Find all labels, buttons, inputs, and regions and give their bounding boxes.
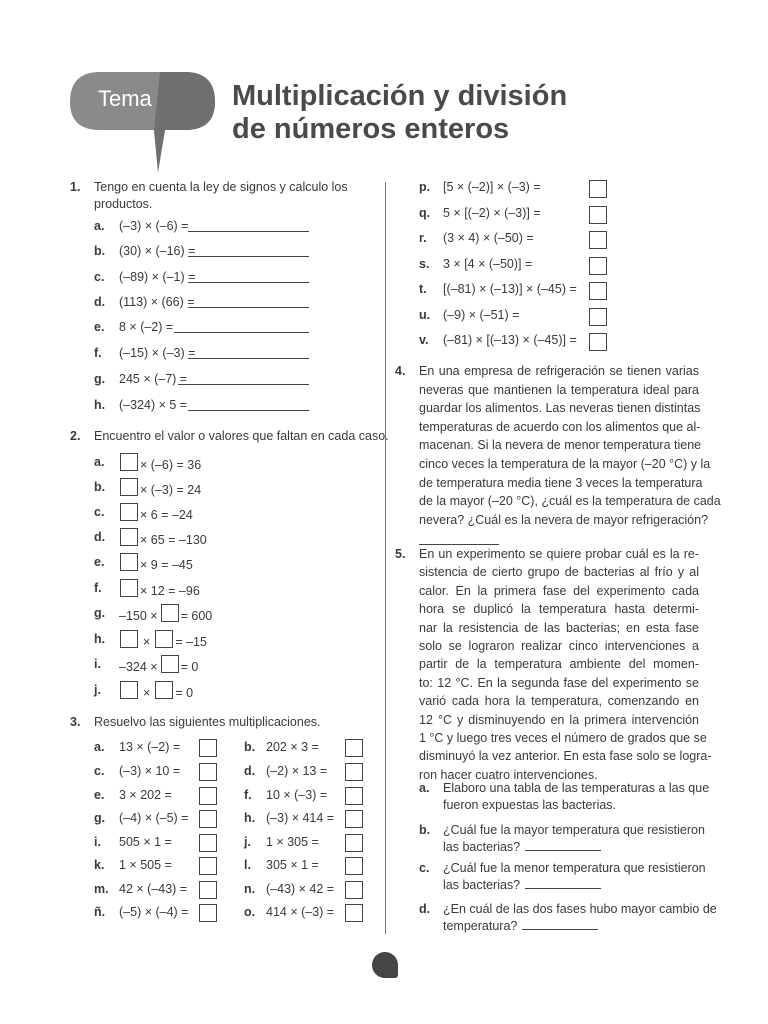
q1-number: 1. [70,180,81,194]
expression [119,344,195,362]
item-label: f. [94,581,102,595]
item-label: h. [244,811,256,825]
page-marker [372,952,398,978]
expression [119,318,173,336]
answer-box[interactable] [345,904,363,922]
missing-value-box[interactable] [161,655,179,673]
answer-box[interactable] [345,763,363,781]
expression: (–4) × (–5) = [119,811,189,825]
paragraph-line: En un experimento se quiere probar cuál es la re- [419,547,699,561]
expression-text: 245 × (–7) = [119,372,188,386]
subquestion-line2 [443,917,598,935]
item-label: s. [419,257,430,271]
item-label: l. [244,858,251,872]
answer-box[interactable] [199,834,217,852]
answer-blank[interactable] [188,244,309,257]
answer-box[interactable] [589,206,607,224]
answer-box[interactable] [199,904,217,922]
answer-blank[interactable] [174,320,309,333]
equation [119,579,200,600]
subquestion-text: las bacterias? [443,840,521,854]
paragraph-line: hora se duplicó la temperatura hasta determi- [419,602,699,617]
equation [119,655,198,676]
subquestion-line1: ¿En cuál de las dos fases hubo mayor cambio de [443,902,717,916]
subquestion-line1: ¿Cuál fue la mayor temperatura que resistieron [443,823,705,837]
item-label: a. [419,781,430,795]
expression: 10 × (–3) = [266,788,328,802]
paragraph-line: de la mayor (–20 °C), ¿cuál es la temperatura de cada [419,494,721,509]
paragraph-line: nar la resistencia de las bacterias; en esta fase [419,620,699,635]
equation-prefix: –324 × [119,660,158,674]
item-label: v. [419,333,429,347]
expression: 1 × 305 = [266,835,319,849]
expression-text: (–89) × (–1) = [119,270,196,284]
item-label: i. [94,835,101,849]
answer-blank[interactable] [178,372,309,385]
item-label: e. [94,320,105,334]
answer-box[interactable] [589,231,607,249]
equation-suffix: × 12 = –96 [140,584,200,598]
answer-box[interactable] [199,739,217,757]
expression [119,217,188,235]
equation-suffix: × (–6) = 36 [140,458,202,472]
answer-box[interactable] [345,834,363,852]
paragraph-line: disminuyó la vez anterior. En esta fase solo se logra- [419,749,712,764]
item-label: d. [244,764,256,778]
item-label: b. [94,480,106,494]
paragraph-line: 1 °C y luego tres veces el número de grados que se [419,731,707,745]
paragraph-line: cinco veces la temperatura de la mayor (–20 °C) y la [419,457,711,471]
missing-value-box[interactable] [120,478,138,496]
missing-value-box[interactable] [161,604,179,622]
missing-value-box[interactable] [120,528,138,546]
missing-value-box[interactable] [155,681,173,699]
equation-prefix: –150 × [119,609,158,623]
item-label: b. [94,244,106,258]
item-label: c. [94,764,105,778]
expression: (–9) × (–51) = [443,308,520,322]
paragraph-line: temperaturas de acuerdo con los alimentos que al- [419,419,701,434]
item-label: ñ. [94,905,106,919]
expression-text: (–3) × (–6) = [119,219,189,233]
expression: (–43) × 42 = [266,882,335,896]
q2-number: 2. [70,429,81,443]
item-label: e. [94,555,105,569]
item-label: d. [419,902,431,916]
item-label: u. [419,308,431,322]
expression: 42 × (–43) = [119,882,188,896]
subquestion-line2 [443,838,601,856]
answer-box[interactable] [199,787,217,805]
equation [119,630,207,651]
expression-text: 8 × (–2) = [119,320,174,334]
paragraph-line: solo se lograron realizar cinco intervenciones a [419,639,699,653]
paragraph-line: nevera? ¿Cuál es la nevera de mayor refrigeración? [419,512,709,527]
subquestion-text: fueron expuestas las bacterias. [443,798,617,812]
missing-value-box[interactable] [120,579,138,597]
paragraph-line: partir de la temperatura ambiente del momen- [419,657,699,672]
expression [119,370,187,388]
item-label: g. [94,372,106,386]
equation [119,478,201,499]
q5-number: 5. [395,547,406,561]
answer-blank[interactable] [525,876,601,889]
expression: 414 × (–3) = [266,905,335,919]
answer-box[interactable] [589,333,607,351]
expression: 13 × (–2) = [119,740,181,754]
equation-operator: × [143,635,151,649]
paragraph-line: En una empresa de refrigeración se tienen varias [419,364,699,378]
q3-number: 3. [70,715,81,729]
missing-value-box[interactable] [120,453,138,471]
paragraph-line: varió cada hora la temperatura, comenzando en [419,694,699,709]
equation-suffix: = 600 [180,609,213,623]
item-label: e. [94,788,105,802]
item-label: d. [94,295,106,309]
equation [119,453,201,474]
equation-suffix: × 9 = –45 [140,558,193,572]
equation-suffix: = –15 [175,635,207,649]
answer-blank[interactable] [525,838,601,851]
answer-box[interactable] [589,257,607,275]
item-label: a. [94,455,105,469]
item-label: a. [94,740,105,754]
expression-text: (30) × (–16) = [119,244,196,258]
q3-text: Resuelvo las siguientes multiplicaciones. [94,715,321,729]
expression: (–2) × 13 = [266,764,328,778]
answer-box[interactable] [345,857,363,875]
item-label: p. [419,180,431,194]
expression [119,268,195,286]
page-title: Multiplicación y división de números enteros [232,80,568,145]
answer-box[interactable] [345,787,363,805]
equation [119,604,212,625]
expression: (–5) × (–4) = [119,905,189,919]
paragraph-line: macenan. Si la nevera de menor temperatura tiene [419,438,702,453]
item-label: t. [419,282,427,296]
subquestion-text: temperatura? [443,919,518,933]
answer-blank[interactable] [188,270,309,283]
expression: 305 × 1 = [266,858,319,872]
expression-text: (113) × (66) = [119,295,195,309]
equation-suffix: × 6 = –24 [140,508,193,522]
answer-blank[interactable] [188,295,309,308]
item-label: c. [94,270,105,284]
paragraph-line: calor. En la primera fase del experimento cada [419,583,699,598]
answer-box[interactable] [199,857,217,875]
paragraph-line: 12 °C y disminuyendo en la primera intervención [419,712,699,727]
equation [119,503,193,524]
item-label: h. [94,398,106,412]
expression: [(–81) × (–13)] × (–45) = [443,282,577,296]
item-label: g. [94,606,106,620]
equation-suffix: = 0 [180,660,199,674]
answer-blank[interactable] [419,532,499,545]
equation [119,553,193,574]
expression: 3 × 202 = [119,788,172,802]
column-divider [385,182,386,934]
item-label: f. [94,346,102,360]
expression: 3 × [4 × (–50)] = [443,257,533,271]
subquestion-line1: Elaboro una tabla de las temperaturas a las que [443,781,710,795]
expression: (–3) × 414 = [266,811,335,825]
item-label: m. [94,882,109,896]
answer-blank[interactable] [188,346,309,359]
answer-box[interactable] [199,763,217,781]
paragraph-line: neveras que mantienen la temperatura ideal para [419,382,699,397]
expression: 505 × 1 = [119,835,172,849]
answer-box[interactable] [199,810,217,828]
expression [119,242,195,260]
answer-box[interactable] [345,739,363,757]
item-label: k. [94,858,105,872]
expression [119,293,195,311]
missing-value-box[interactable] [120,681,138,699]
item-label: d. [94,530,106,544]
item-label: h. [94,632,106,646]
subquestion-line2 [443,876,601,894]
missing-value-box[interactable] [155,630,173,648]
q1-text-line1: Tengo en cuenta la ley de signos y calculo los [94,180,348,194]
subquestion-text: las bacterias? [443,878,521,892]
expression: [5 × (–2)] × (–3) = [443,180,541,194]
expression: (–81) × [(–13) × (–45)] = [443,333,577,347]
answer-box[interactable] [345,881,363,899]
paragraph-line: guardar los alimentos. Las neveras tienen distintas [419,401,701,416]
q2-text: Encuentro el valor o valores que faltan en cada caso. [94,429,389,443]
expression: (–3) × 10 = [119,764,181,778]
q4-number: 4. [395,364,406,378]
answer-box[interactable] [589,180,607,198]
paragraph-line: ron hacer cuatro intervenciones. [419,767,598,782]
item-label: c. [419,861,430,875]
missing-value-box[interactable] [120,630,138,648]
expression-text: (–324) × 5 = [119,398,188,412]
missing-value-box[interactable] [120,553,138,571]
item-label: b. [244,740,256,754]
item-label: g. [94,811,106,825]
answer-box[interactable] [589,308,607,326]
expression: 1 × 505 = [119,858,172,872]
paragraph-line: sistencia de cierto grupo de bacterias al frío y al [419,565,699,580]
expression [119,396,187,414]
subquestion-line2 [443,796,616,814]
equation-suffix: × 65 = –130 [140,533,207,547]
item-label: f. [244,788,252,802]
answer-box[interactable] [589,282,607,300]
equation-suffix: = 0 [175,686,194,700]
item-label: i. [94,657,101,671]
answer-blank[interactable] [522,917,598,930]
answer-blank[interactable] [188,219,309,232]
paragraph-line: de temperatura media tiene 3 veces la temperatura [419,475,703,490]
tema-label: Tema [98,86,152,111]
subquestion-line1: ¿Cuál fue la menor temperatura que resistieron [443,861,706,875]
expression: 202 × 3 = [266,740,319,754]
item-label: j. [244,835,251,849]
expression: (3 × 4) × (–50) = [443,231,534,245]
answer-box[interactable] [199,881,217,899]
item-label: j. [94,683,101,697]
equation [119,681,193,702]
equation-suffix: × (–3) = 24 [140,483,202,497]
item-label: c. [94,505,105,519]
equation-operator: × [143,686,151,700]
expression: 5 × [(–2) × (–3)] = [443,206,541,220]
item-label: n. [244,882,256,896]
expression-text: (–15) × (–3) = [119,346,196,360]
answer-blank[interactable] [188,398,309,411]
paragraph-line: to: 12 °C. En la segunda fase del experimento se [419,675,699,690]
answer-box[interactable] [345,810,363,828]
equation [119,528,207,549]
q1-text-line2: productos. [94,197,153,211]
item-label: a. [94,219,105,233]
item-label: q. [419,206,431,220]
item-label: o. [244,905,256,919]
item-label: b. [419,823,431,837]
item-label: r. [419,231,427,245]
missing-value-box[interactable] [120,503,138,521]
